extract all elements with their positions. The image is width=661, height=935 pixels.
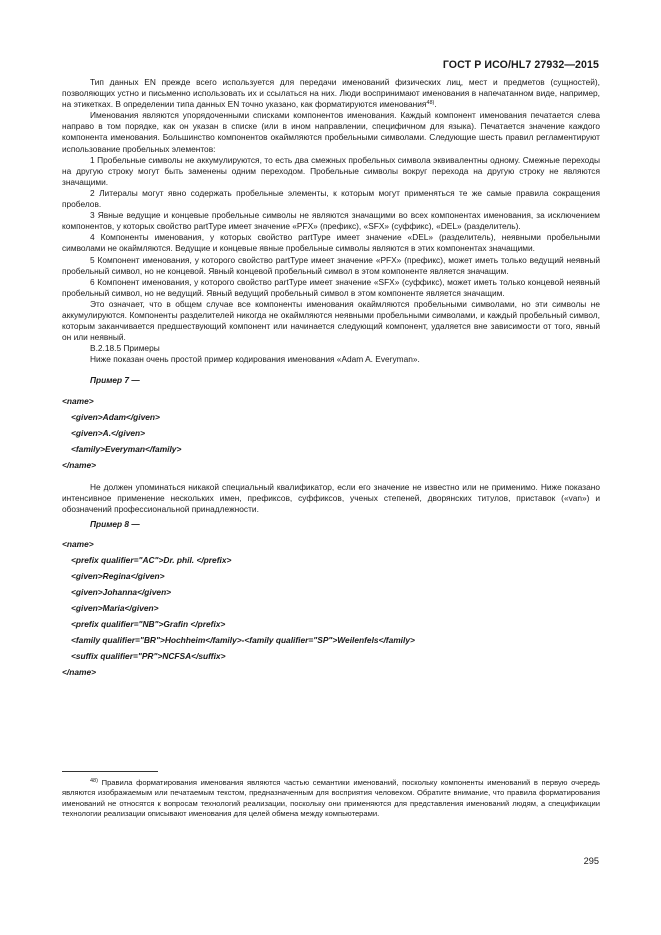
code-line: <given>Regina</given> (71, 570, 165, 581)
section-heading: B.2.18.5 Примеры (90, 343, 160, 354)
code-line: <prefix qualifier="NB">Grafin </prefix> (71, 618, 226, 629)
page-number: 295 (583, 856, 599, 866)
footnote-text: Правила форматирования именования являются частью семантики именований, поскольку компоненты именований в первую очередь являются изображаемым или печатаемым текстом, предназначенным для восприятия человеком. Обратите внимание, что правила форматирования именований не относятся к вопросам технологий реализации, поскольку они применяются для представления именований людям, а спецификации технологии реализации описывают именования для целей обмена между компьютерами. (62, 778, 600, 819)
footnote (62, 778, 600, 820)
code-line: <prefix qualifier="AC">Dr. phil. </prefix> (71, 554, 232, 565)
example-8-code (62, 536, 600, 680)
code-line: <family qualifier="BR">Hochheim</family>-<family qualifier="SP">Weilenfels</family> (71, 634, 415, 645)
footnote-number: 48) (90, 778, 98, 784)
code-line: <given>Maria</given> (71, 602, 159, 613)
rule-4: 4 Компоненты именования, у которых свойство partType имеет значение «DEL» (разделитель), неявными пробельными символами не окаймляются. Ведущие и концевые явные пробельные символы являются в этих компонентах значащими. (62, 232, 600, 254)
main-content (62, 77, 600, 680)
paragraph-name-components: Именования являются упорядоченными списками компонентов именования. Каждый компонент именования печатается слева направо в том порядке, как он указан в списке (или в ином направлении, специфичном для языка). Печатается значение каждого компонента именования. Большинство компонентов окаймляются пробельными символами. Следующие шесть правил регламентируют использование пробельных элементов: (62, 110, 600, 154)
example-8-label: Пример 8 — (90, 518, 140, 529)
paragraph-example-intro: Ниже показан очень простой пример кодирования именования «Adam A. Everyman». (90, 354, 420, 365)
paragraph-qualifier: Не должен упоминаться никакой специальный квалификатор, если его значение не известно или не применимо. Ниже показано интенсивное применение нескольких имен, префиксов, суффиксов, ученых степеней, дворянских титулов, приставок («van») и обозначений профессиональной принадлежности. (62, 481, 600, 514)
rule-2: 2 Литералы могут явно содержать пробельные элементы, к которым могут применяться те же самые правила сокращения пробелов. (62, 187, 600, 210)
footnote-divider (62, 771, 158, 772)
rule-1: 1 Пробельные символы не аккумулируются, то есть два смежных пробельных символа эквивалентны одному. Смежные переходы на другую строку могут быть заменены одним переходом. Пробельные символы вокруг перехода на другую строку не являются значащими. (62, 154, 600, 187)
rule-5: 5 Компонент именования, у которого свойство partType имеет значение «PFX» (префикс), может иметь только ведущий неявный пробельный символ, но не концевой. Явный концевой пробельный символ в этом компоненте является значащим. (62, 254, 600, 276)
rule-3: 3 Явные ведущие и концевые пробельные символы не являются значащими во всех компонентах именования, за исключением компонентов, у которых свойство partType имеет значение «PFX» (префикс), «SFX» (суффикс), «DEL» (разделитель). (62, 210, 600, 232)
paragraph-summary: Это означает, что в общем случае все компоненты именования окаймляются пробельными символами, но эти символы не аккумулируются. Компоненты разделителей никогда не окаймляются неявными пробельными символами, и каждый пробельный символ, которым заканчивается предшествующий компонент или начинается следующий компонент, удаляется вне зависимости от того, явный он или неявный. (62, 298, 600, 343)
code-line: </name> (62, 459, 96, 470)
example-7-label: Пример 7 — (90, 375, 140, 386)
code-line: <family>Everyman</family> (71, 443, 182, 454)
paragraph-en-intro: Тип данных EN прежде всего используется для передачи именований физических лиц, мест и предметов (сущностей), позволяющих устно и письменно использовать их и ссылаться на них. Люди воспринимают именования в напечатанном виде, например, на этикетках. В определении типа данных EN точно указано, как форматируются именования$^{48)}$. (62, 77, 600, 110)
example-7-code (62, 393, 600, 473)
document-header: ГОСТ Р ИСО/HL7 27932—2015 (442, 59, 599, 71)
rule-6: 6 Компонент именования, у которого свойство partType имеет значение «SFX» (суффикс), может иметь только концевой неявный пробельный символ, но не ведущий. Явный ведущий пробельный символ в этом компоненте является значащим. (62, 276, 600, 298)
code-line: <name> (62, 395, 94, 406)
code-line: <suffix qualifier="PR">NCFSA</suffix> (71, 650, 226, 661)
code-line: <given>A.</given> (71, 427, 146, 438)
code-line: <given>Adam</given> (71, 411, 160, 422)
code-line: </name> (62, 666, 96, 677)
code-line: <name> (62, 538, 94, 549)
footnote-reference: 48) (426, 100, 435, 107)
code-line: <given>Johanna</given> (71, 586, 172, 597)
